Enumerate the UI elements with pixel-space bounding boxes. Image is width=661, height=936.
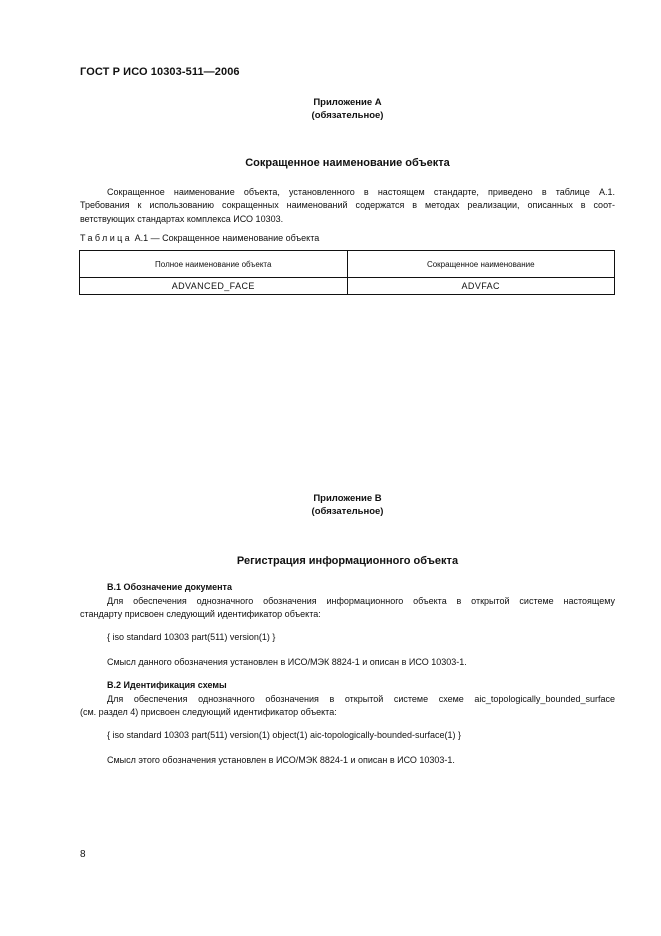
annex-a-paragraph <box>80 186 615 226</box>
table-header-row <box>80 251 615 278</box>
annex-b-title: Приложение В <box>313 493 382 504</box>
annex-b-heading: Регистрация информационного объекта <box>236 555 459 567</box>
annex-a-paragraph-line1: Сокращенное наименование объекта, установленного в настоящем стандарте, приведено в таблице А.1. <box>107 187 615 197</box>
section-b2-identifier: { iso standard 10303 part(511) version(1) object(1) aic-topologically-bounded-surface(1) } <box>107 730 462 740</box>
section-b2-line2: (см. раздел 4) присвоен следующий идентификатор объекта: <box>80 707 337 718</box>
section-b1-heading: В.1 Обозначение документа <box>107 582 232 592</box>
section-b1-line1: Для обеспечения однозначного обозначения информационного объекта в открытой системе настоящему <box>107 596 615 606</box>
section-b1-line2: стандарту присвоен следующий идентификатор объекта: <box>80 609 321 620</box>
table-caption-text: А.1 — Сокращенное наименование объекта <box>132 233 320 243</box>
annex-a-status: (обязательное) <box>311 110 384 121</box>
table-caption-prefix: Таблица <box>80 233 133 243</box>
annex-a-title: Приложение А <box>313 97 382 108</box>
object-name-table <box>79 250 615 295</box>
table-cell-short-name: ADVFAC <box>347 278 615 295</box>
table-cell-full-name: ADVANCED_FACE <box>80 278 348 295</box>
section-b1-paragraph <box>80 595 615 622</box>
annex-a-heading: Сокращенное наименование объекта <box>245 157 450 169</box>
annex-b-status: (обязательное) <box>311 506 384 517</box>
table-caption <box>80 233 319 243</box>
section-b2-meaning: Смысл этого обозначения установлен в ИСО/МЭК 8824-1 и описан в ИСО 10303-1. <box>107 755 455 765</box>
table-header-full-name: Полное наименование объекта <box>80 251 348 278</box>
document-header: ГОСТ Р ИСО 10303-511—2006 <box>80 66 240 78</box>
annex-a-paragraph-line3: ветствующих стандартах комплекса ИСО 10303. <box>80 213 284 224</box>
page-number: 8 <box>80 849 86 860</box>
table-header-short-name: Сокращенное наименование <box>347 251 615 278</box>
annex-a-paragraph-line2: Требования к использованию сокращенных наименований содержатся в методах реализации, описанных в соот- <box>80 200 615 211</box>
table-row <box>80 278 615 295</box>
section-b2-line1: Для обеспечения однозначного обозначения в открытой системе схеме aic_topologically_bounded_surface <box>107 694 615 704</box>
section-b1-identifier: { iso standard 10303 part(511) version(1) } <box>107 632 276 642</box>
section-b1-meaning: Смысл данного обозначения установлен в ИСО/МЭК 8824-1 и описан в ИСО 10303-1. <box>107 657 467 667</box>
section-b2-paragraph <box>80 693 615 720</box>
section-b2-heading: В.2 Идентификация схемы <box>107 680 227 690</box>
